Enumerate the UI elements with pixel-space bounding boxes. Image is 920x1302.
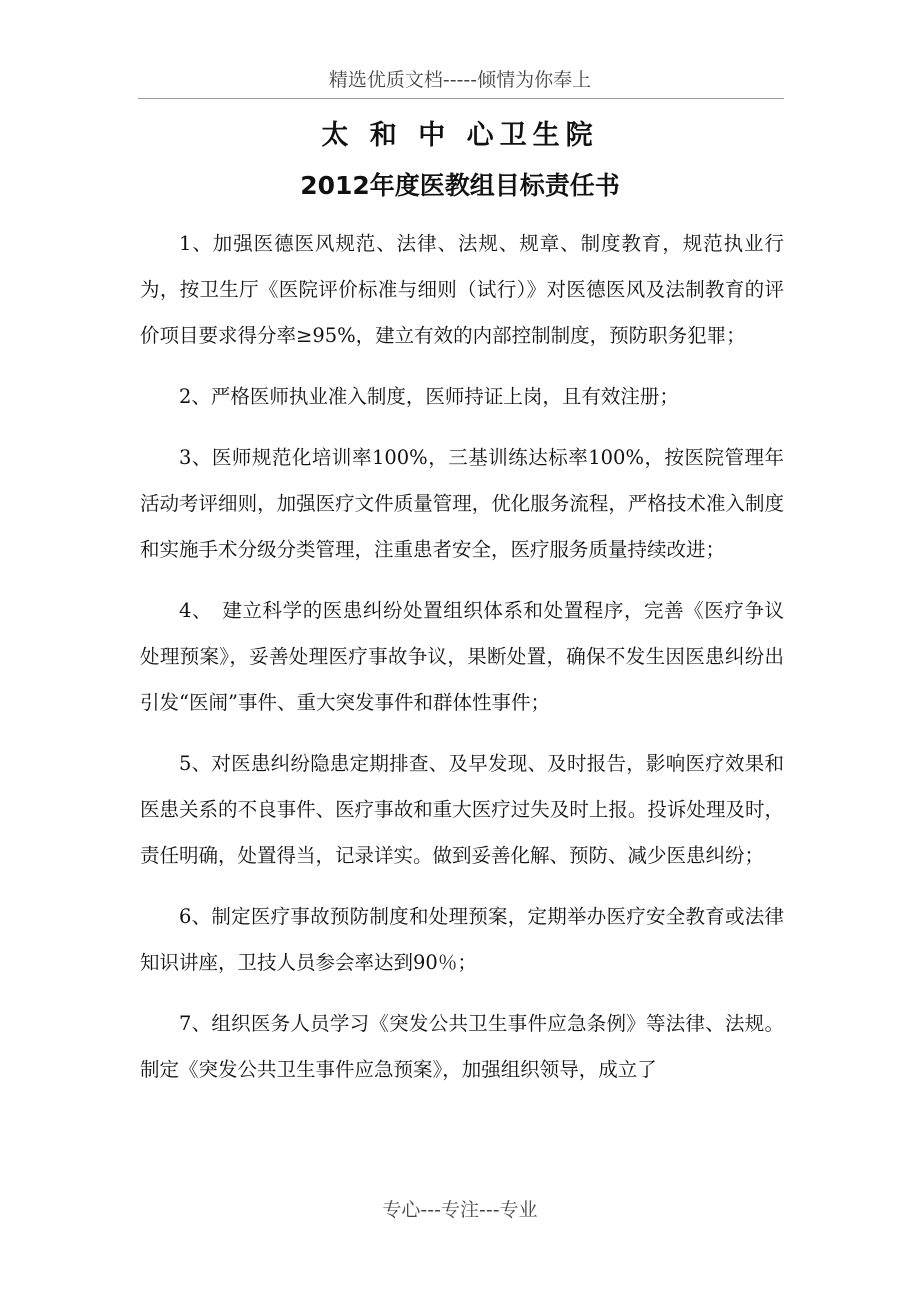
- paragraph-7: 7、组织医务人员学习《突发公共卫生事件应急条例》等法律、法规。制定《突发公共卫生事件应急预案》，加强组织领导，成立了: [140, 1012, 784, 1081]
- paragraph-3: 3、医师规范化培训率100%，三基训练达标率100%，按医院管理年活动考评细则，加强医疗文件质量管理，优化服务流程，严格技术准入制度和实施手术分级分类管理，注重患者安全，医疗服务质量持续改进；: [140, 446, 784, 561]
- paragraph-1: 1、加强医德医风规范、法律、法规、规章、制度教育，规范执业行为，按卫生厅《医院评价标准与细则（试行）》对医德医风及法制教育的评价项目要求得分率≥95%，建立有效的内部控制制度，预防职务犯罪；: [140, 232, 784, 347]
- paragraph-5: 5、对医患纠纷隐患定期排查、及早发现、及时报告，影响医疗效果和医患关系的不良事件、医疗事故和重大医疗过失及时上报。投诉处理及时，责任明确，处置得当，记录详实。做到妥善化解、预防、减少医患纠纷；: [140, 752, 784, 867]
- paragraph-4: 4、 建立科学的医患纠纷处置组织体系和处置程序，完善《医疗争议处理预案》，妥善处理医疗事故争议，果断处置，确保不发生因医患纠纷出引发“医闹”事件、重大突发事件和群体性事件；: [140, 599, 784, 714]
- document-title: 2012年度医教组目标责任书: [300, 171, 620, 200]
- header-divider: [138, 98, 784, 99]
- document-body: [140, 221, 784, 1108]
- paragraph-6: 6、制定医疗事故预防制度和处理预案，定期举办医疗安全教育或法律知识讲座，卫技人员参会率达到90％；: [140, 905, 784, 974]
- page-header: 精选优质文档-----倾情为你奉上: [328, 69, 592, 91]
- organization-title: 太 和 中 心卫生院: [321, 120, 599, 151]
- page-footer: 专心---专注---专业: [382, 1199, 538, 1221]
- paragraph-2: 2、严格医师执业准入制度，医师持证上岗，且有效注册；: [179, 385, 679, 408]
